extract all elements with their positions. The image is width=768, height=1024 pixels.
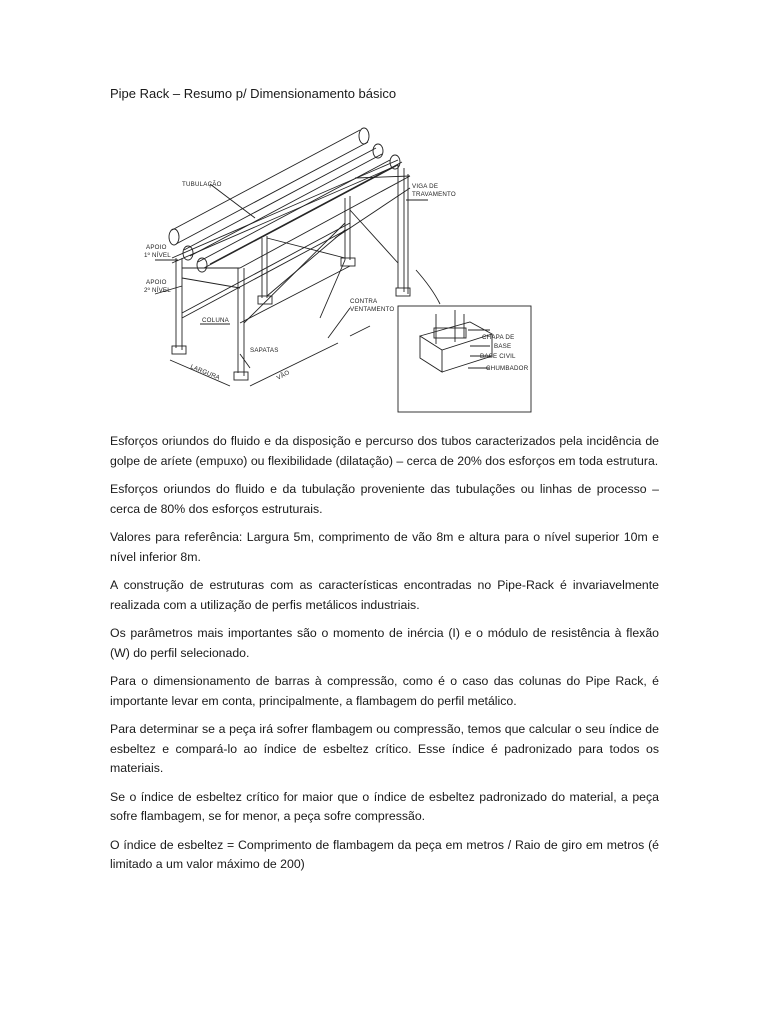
label-base-civil: BASE CIVIL <box>480 353 516 360</box>
label-apoio2-1: APOIO <box>146 279 167 286</box>
label-chapa-1: CHAPA DE <box>482 334 515 341</box>
paragraph: Se o índice de esbeltez crítico for maior que o índice de esbeltez padronizado do material, a peça sofre flambagem, se for menor, a peça sofre compressão. <box>110 789 659 823</box>
dimension-lines <box>170 326 370 386</box>
paragraph: Os parâmetros mais importantes são o momento de inércia (I) e o módulo de resistência à flexão (W) do perfil selecionado. <box>110 626 659 660</box>
label-contra-2: VENTAMENTO <box>350 306 395 313</box>
paragraph: Para determinar se a peça irá sofrer flambagem ou compressão, temos que calcular o seu índice de esbeltez e compará-lo ao índice de esbeltez crítico. Esse índice é padronizado para todos os materiais. <box>110 722 659 775</box>
paragraph: Para o dimensionamento de barras à compressão, como é o caso das colunas do Pipe Rack, é importante levar em conta, principalmente, a flambagem do perfil metálico. <box>110 674 659 708</box>
paragraph: Esforços oriundos do fluido e da disposição e percurso dos tubos caracterizados pela incidência de golpe de aríete (empuxo) ou flexibilidade (dilatação) – cerca de 20% dos esforços em toda estrutura. <box>110 434 659 468</box>
label-viga-1: VIGA DE <box>412 183 439 190</box>
paragraph: O índice de esbeltez = Comprimento de flambagem da peça em metros / Raio de giro em metros (é limitado a um valor máximo de 200) <box>110 837 659 871</box>
label-apoio1-2: 1º NÍVEL <box>144 252 171 259</box>
pipes <box>169 128 402 272</box>
document-title: Pipe Rack – Resumo p/ Dimensionamento básico <box>110 86 397 101</box>
label-tubulacao: TUBULAÇÃO <box>182 181 222 188</box>
paragraph: Valores para referência: Largura 5m, comprimento de vão 8m e altura para o nível superior 10m e nível inferior 8m. <box>110 530 659 564</box>
label-apoio2-2: 2º NÍVEL <box>144 287 171 294</box>
label-largura: LARGURA <box>189 363 221 382</box>
label-sapatas: SAPATAS <box>250 347 279 354</box>
paragraph: A construção de estruturas com as características encontradas no Pipe-Rack é invariavelmente realizada com a utilização de perfis metálicos industriais. <box>110 578 659 612</box>
label-viga-2: TRAVAMENTO <box>412 191 456 198</box>
label-chumbador: CHUMBADOR <box>486 365 529 372</box>
label-chapa-2: BASE <box>494 343 512 350</box>
pipe-rack-figure <box>110 118 550 418</box>
label-coluna: COLUNA <box>202 317 229 324</box>
label-vao: VÃO <box>275 369 292 382</box>
leader-lines <box>155 184 440 368</box>
pipe-rack-drawing <box>110 118 550 418</box>
label-contra-1: CONTRA <box>350 298 378 305</box>
label-apoio1-1: APOIO <box>146 244 167 251</box>
paragraph: Esforços oriundos do fluido e da tubulação proveniente das tubulações ou linhas de processo – cerca de 80% dos esforços estruturais. <box>110 482 659 516</box>
document-body <box>110 432 659 884</box>
